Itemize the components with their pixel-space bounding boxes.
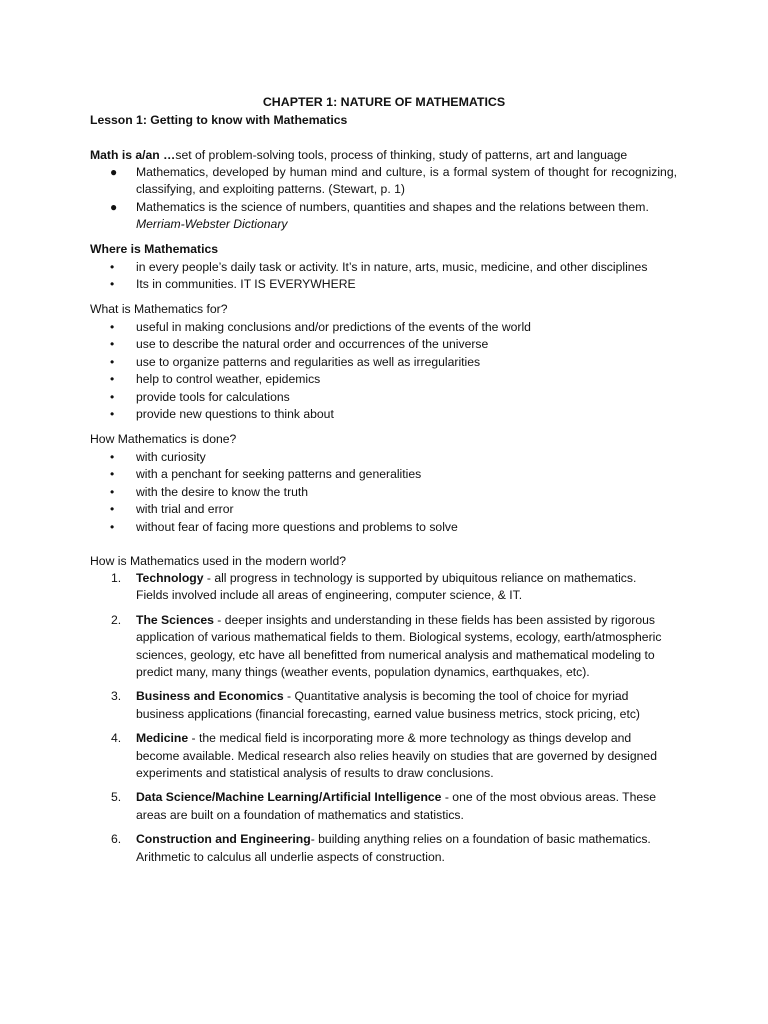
item-number: 1. (111, 571, 122, 585)
item-text: - building anything relies on a foundation of basic mathematics. Arithmetic to calculus all underlie aspects of construction. (136, 832, 651, 864)
bullet-dot-icon: • (110, 260, 115, 274)
list-item (0, 389, 768, 406)
bullet-text: without fear of facing more questions and problems to solve (136, 519, 458, 534)
item-text: - Quantitative analysis is becoming the tool of choice for myriad business applications (financial forecasting, earned value business metrics, stock pricing, etc) (136, 689, 640, 721)
bullet-text: Mathematics is the science of numbers, quantities and shapes and the relations between them. (136, 200, 649, 214)
how-done-heading: How Mathematics is done? (90, 432, 237, 446)
math-is-bullet-list (0, 164, 768, 235)
list-item (0, 354, 768, 371)
item-term: The Sciences (136, 612, 214, 627)
list-item (0, 164, 768, 199)
bullet-body (136, 199, 677, 234)
what-for-bullet-list (0, 319, 768, 423)
math-is-definition (90, 147, 627, 164)
bullet-dot-icon: • (110, 502, 115, 517)
bullet-text: help to control weather, epidemics (136, 372, 321, 387)
bullet-text: with curiosity (136, 450, 206, 464)
bullet-text: with the desire to know the truth (136, 484, 309, 499)
list-item (0, 570, 768, 605)
bullet-dot-icon: • (110, 519, 115, 534)
list-item (0, 371, 768, 388)
item-term: Business and Economics (136, 689, 284, 704)
bullet-dot-icon: • (110, 389, 115, 404)
modern-heading: How is Mathematics used in the modern world? (90, 554, 347, 568)
list-item (0, 519, 768, 536)
item-term: Data Science/Machine Learning/Artificial Intelligence (136, 790, 442, 805)
what-for-heading: What is Mathematics for? (90, 302, 228, 316)
bullet-dot-icon: • (110, 372, 115, 387)
list-item (0, 789, 768, 824)
item-text: - the medical field is incorporating more & more technology as things develop and become available. Medical research also relies heavily on studies that are governed by designed experiments and statistical analysis of results to draw conclusions. (136, 731, 657, 781)
bullet-dot-icon: • (110, 354, 115, 369)
bullet-dot-icon: • (110, 277, 115, 292)
list-item (0, 730, 768, 782)
bullet-dot-icon: • (110, 406, 115, 421)
list-item (0, 501, 768, 518)
list-item (0, 259, 768, 276)
item-number: 6. (111, 832, 122, 847)
bullet-text: useful in making conclusions and/or predictions of the events of the world (136, 320, 531, 334)
list-item (0, 336, 768, 353)
bullet-dot-icon: • (110, 337, 115, 352)
item-number: 2. (111, 612, 122, 627)
where-heading: Where is Mathematics (90, 242, 219, 256)
list-item (0, 831, 768, 866)
list-item (0, 449, 768, 466)
modern-uses-list (0, 570, 768, 873)
item-number: 5. (111, 790, 122, 805)
list-item (0, 466, 768, 483)
bullet-text: provide new questions to think about (136, 406, 334, 421)
bullet-text: provide tools for calculations (136, 389, 290, 404)
item-term: Medicine (136, 731, 189, 746)
citation-source: Merriam-Webster Dictionary (136, 217, 288, 232)
item-body (136, 612, 671, 682)
item-text: - one of the most obvious areas. These areas are built on a foundation of mathematics and statistics. (136, 790, 656, 822)
bullet-dot-icon: ● (110, 165, 118, 179)
how-done-bullet-list (0, 449, 768, 536)
where-bullet-list (0, 259, 768, 294)
chapter-title: CHAPTER 1: NATURE OF MATHEMATICS (262, 95, 506, 109)
item-body (136, 688, 671, 723)
item-body (136, 789, 671, 824)
item-term: Technology (136, 571, 204, 585)
bullet-dot-icon: • (110, 450, 115, 464)
item-text: - deeper insights and understanding in these fields has been assisted by rigorous application of various mathematical fields to them. Biological systems, ecology, earth/atmospheric sciences, geology, etc have all benefitted from numerical analysis and mathematical modeling to predict many, many things (weather events, population dynamics, earthquakes, etc). (136, 612, 662, 680)
bullet-dot-icon: • (110, 467, 115, 482)
bullet-text: in every people’s daily task or activity. It’s in nature, arts, music, medicine, and other disciplines (136, 260, 648, 274)
list-item (0, 276, 768, 293)
list-item (0, 199, 768, 235)
bullet-text: use to describe the natural order and occurrences of the universe (136, 337, 489, 352)
bullet-text: with trial and error (136, 502, 234, 517)
bullet-text: Its in communities. IT IS EVERYWHERE (136, 277, 356, 292)
item-term: Construction and Engineering (136, 832, 311, 847)
bullet-dot-icon: • (110, 320, 115, 334)
bullet-text: with a penchant for seeking patterns and generalities (136, 467, 422, 482)
item-text: - all progress in technology is supported by ubiquitous reliance on mathematics. Fields involved include all areas of engineering, computer science, & IT. (136, 571, 637, 603)
item-body (136, 570, 671, 605)
item-body (136, 831, 671, 866)
list-item (0, 612, 768, 682)
list-item (0, 688, 768, 723)
item-body (136, 730, 671, 782)
bullet-text: Mathematics, developed by human mind and culture, is a formal system of thought for recognizing, classifying, and exploiting patterns. (Stewart, p. 1) (136, 165, 677, 197)
list-item (0, 484, 768, 501)
bullet-dot-icon: ● (110, 200, 118, 214)
bullet-text: use to organize patterns and regularities as well as irregularities (136, 354, 481, 369)
lesson-title: Lesson 1: Getting to know with Mathematics (90, 113, 348, 127)
item-number: 4. (111, 731, 122, 746)
list-item (0, 319, 768, 336)
item-number: 3. (111, 689, 122, 704)
math-is-rest: set of problem-solving tools, process of thinking, study of patterns, art and language (175, 148, 628, 162)
bullet-dot-icon: • (110, 484, 115, 499)
math-is-lead: Math is a/an … (90, 148, 176, 162)
list-item (0, 406, 768, 423)
